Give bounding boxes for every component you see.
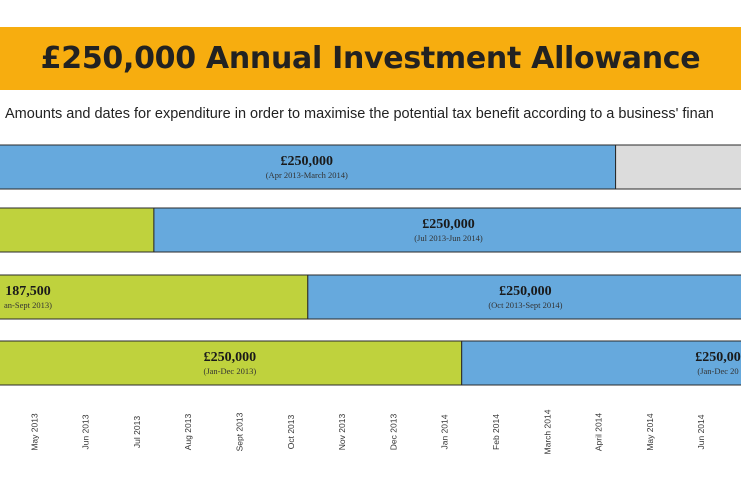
segment-period-label: (Jul 2013-Jun 2014) [414,233,483,243]
chart-subtitle: Amounts and dates for expenditure in order to maximise the potential tax benefit according to a business' finan [5,106,714,122]
segment-grey [616,145,741,189]
x-tick-label: May 2014 [644,413,655,451]
x-tick-label: April 2014 [593,412,604,452]
x-tick-label: Jan 2014 [439,414,450,450]
x-tick-label: Jul 2013 [131,415,142,449]
x-tick-label: Aug 2013 [183,413,194,451]
segment-amount-label: £250,000 [499,284,552,299]
segment-period-label: an-Sept 2013) [4,300,52,310]
x-tick-label: March 2014 [542,409,553,455]
gantt-row [0,341,741,385]
segment-period-label: (Oct 2013-Sept 2014) [488,300,563,310]
gantt-row [0,208,741,252]
gantt-row [0,275,741,319]
gantt-row [0,145,741,189]
x-tick-label: May 2013 [29,413,40,451]
segment-period-label: (Jan-Dec 2013) [203,366,257,376]
x-tick-label: Jun 2014 [696,414,707,450]
segment-amount-label: 187,500 [5,284,51,299]
x-axis [29,409,706,454]
segment-amount-label: £250,00 [695,350,741,365]
x-tick-label: Feb 2014 [490,414,501,450]
chart-title: £250,000 Annual Investment Allowance [40,41,701,76]
x-tick-label: Jun 2013 [80,414,91,450]
x-tick-label: Oct 2013 [285,414,296,450]
segment-green [0,208,154,252]
x-tick-label: Dec 2013 [388,413,399,451]
segment-period-label: (Jan-Dec 20 [697,366,739,376]
segment-amount-label: £250,000 [422,217,475,232]
x-tick-label: Nov 2013 [337,413,348,451]
segment-period-label: (Apr 2013-March 2014) [265,170,348,180]
segment-amount-label: £250,000 [280,154,334,169]
segment-amount-label: £250,000 [203,350,257,365]
x-tick-label: Sept 2013 [234,412,245,452]
